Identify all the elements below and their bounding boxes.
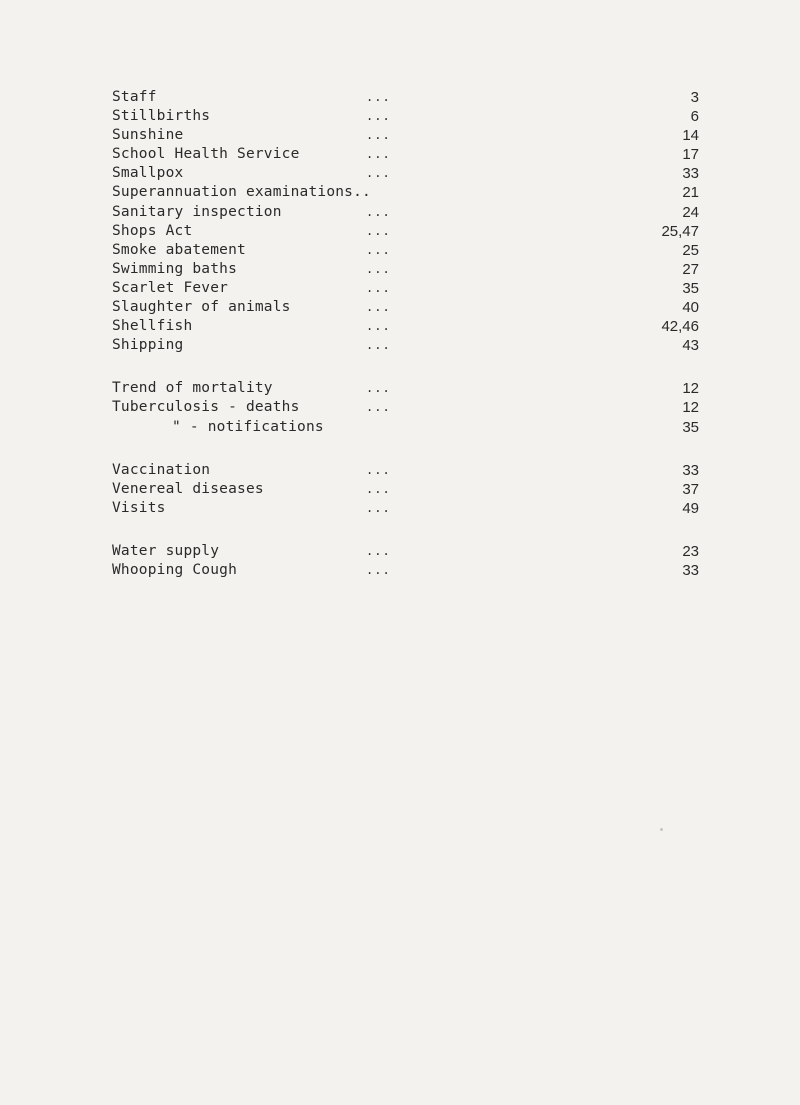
- index-group-t: [112, 379, 712, 436]
- index-entry: [112, 336, 712, 355]
- paper-speck: [660, 828, 663, 831]
- index-entry: [112, 107, 712, 126]
- entry-label: Shops Act: [112, 222, 193, 239]
- entry-label: Shellfish: [112, 318, 193, 335]
- index-entry: [112, 542, 712, 561]
- entry-label: Sanitary inspection: [112, 203, 282, 220]
- index-entry: [112, 499, 712, 518]
- leader-dots: ...: [366, 300, 391, 315]
- leader-dots: ...: [366, 400, 391, 415]
- entry-label: Vaccination: [112, 461, 211, 478]
- entry-label: Slaughter of animals: [112, 299, 291, 316]
- leader-dots: ...: [366, 562, 391, 577]
- entry-label: Trend of mortality: [112, 380, 273, 397]
- entry-label: Superannuation examinations..: [112, 184, 371, 201]
- index-entry: [112, 317, 712, 336]
- index-entry: [112, 561, 712, 580]
- index-entry: [112, 298, 712, 317]
- leader-dots: ...: [366, 338, 391, 353]
- entry-label: Stillbirths: [112, 108, 211, 125]
- index-entry: [112, 279, 712, 298]
- index-entry: [112, 145, 712, 164]
- entry-label: Shipping: [112, 337, 184, 354]
- entry-page-number: 43: [682, 337, 699, 355]
- index-group-v: [112, 461, 712, 518]
- leader-dots: ...: [366, 166, 391, 181]
- index-entry: [112, 203, 712, 222]
- index-group-w: [112, 542, 712, 580]
- leader-dots: ...: [366, 90, 391, 104]
- entry-label: Swimming baths: [112, 260, 238, 277]
- entry-page-number: 27: [682, 260, 699, 278]
- entry-page-number: 49: [682, 499, 699, 517]
- index-entry: [112, 260, 712, 279]
- entry-label: " - notifications: [172, 418, 324, 435]
- entry-page-number: 12: [682, 380, 699, 398]
- entry-label: Smoke abatement: [112, 241, 246, 258]
- leader-dots: ...: [366, 223, 391, 238]
- entry-page-number: 25,47: [661, 222, 699, 240]
- entry-label: Water supply: [112, 542, 220, 559]
- leader-dots: ...: [366, 319, 391, 334]
- index-entry: [112, 88, 712, 107]
- leader-dots: ...: [366, 462, 391, 477]
- entry-page-number: 33: [682, 561, 699, 579]
- index-entry: [112, 379, 712, 398]
- leader-dots: ...: [366, 500, 391, 515]
- leader-dots: ...: [366, 109, 391, 124]
- leader-dots: ...: [366, 128, 391, 143]
- leader-dots: ...: [366, 280, 391, 295]
- entry-page-number: 14: [682, 127, 699, 145]
- entry-label: Sunshine: [112, 127, 184, 144]
- entry-page-number: 35: [682, 279, 699, 297]
- leader-dots: ...: [366, 242, 391, 257]
- index-entry: [112, 241, 712, 260]
- entry-label: Staff: [112, 89, 157, 105]
- entry-page-number: 42,46: [661, 318, 699, 336]
- index-entry: [112, 183, 712, 202]
- index-entry: [112, 398, 712, 417]
- index-entry: [112, 461, 712, 480]
- index-entry: [112, 418, 712, 437]
- entry-label: Smallpox: [112, 165, 184, 182]
- entry-page-number: 40: [682, 299, 699, 317]
- entry-page-number: 25: [682, 241, 699, 259]
- entry-page-number: 12: [682, 399, 699, 417]
- leader-dots: ...: [366, 261, 391, 276]
- leader-dots: ...: [366, 204, 391, 219]
- entry-label: Scarlet Fever: [112, 279, 229, 296]
- leader-dots: ...: [366, 381, 391, 396]
- index-entry: [112, 222, 712, 241]
- index-group-s: [112, 88, 712, 355]
- subject-index: [112, 88, 712, 604]
- entry-page-number: 3: [690, 89, 699, 106]
- leader-dots: ...: [366, 147, 391, 162]
- leader-dots: ...: [366, 543, 391, 558]
- entry-label: Venereal diseases: [112, 480, 264, 497]
- index-entry: [112, 480, 712, 499]
- entry-page-number: 33: [682, 461, 699, 479]
- entry-page-number: 23: [682, 542, 699, 560]
- entry-label: Tuberculosis - deaths: [112, 399, 300, 416]
- entry-page-number: 35: [682, 418, 699, 436]
- index-entry: [112, 126, 712, 145]
- entry-label: Whooping Cough: [112, 561, 238, 578]
- entry-page-number: 17: [682, 146, 699, 164]
- entry-page-number: 21: [682, 184, 699, 202]
- entry-page-number: 37: [682, 480, 699, 498]
- entry-label: School Health Service: [112, 146, 300, 163]
- index-entry: [112, 164, 712, 183]
- entry-page-number: 33: [682, 165, 699, 183]
- entry-page-number: 24: [682, 203, 699, 221]
- entry-page-number: 6: [690, 108, 699, 126]
- entry-label: Visits: [112, 499, 166, 516]
- leader-dots: ...: [366, 481, 391, 496]
